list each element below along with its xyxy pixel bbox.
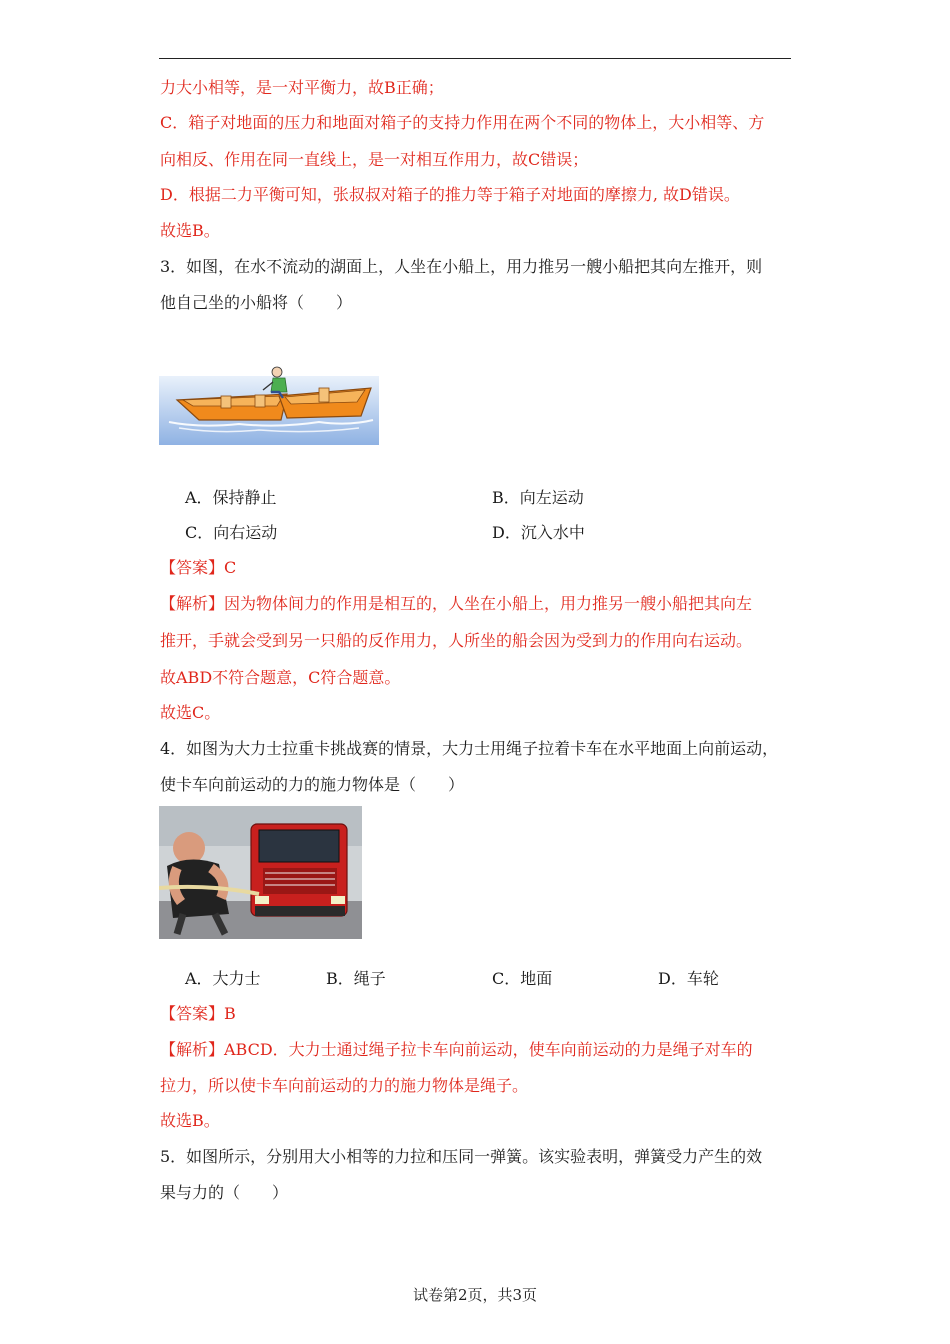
q2-option-b-explanation: 力大小相等，是一对平衡力，故B正确； [160, 78, 444, 97]
q4-option-a: A．大力士 [185, 969, 261, 988]
q3-stem-line2: 他自己坐的小船将（ ） [160, 293, 353, 312]
q4-analysis-line2: 拉力，所以使卡车向前运动的力的施力物体是绳子。 [160, 1076, 529, 1095]
q4-stem-line1: 4．如图为大力士拉重卡挑战赛的情景，大力士用绳子拉着卡车在水平地面上向前运动， [160, 739, 779, 758]
q3-analysis-line3: 故ABD不符合题意，C符合题意。 [160, 668, 401, 687]
q4-option-b: B．绳子 [326, 969, 386, 988]
q4-analysis-line1: 【解析】ABCD．大力士通过绳子拉卡车向前运动，使车向前运动的力是绳子对车的 [160, 1040, 753, 1059]
q4-stem-line2: 使卡车向前运动的力的施力物体是（ ） [160, 775, 465, 794]
q3-conclusion: 故选C。 [160, 703, 221, 722]
q3-analysis-line2: 推开，手就会受到另一只船的反作用力，人所坐的船会因为受到力的作用向右运动。 [160, 631, 753, 650]
q3-option-d: D．沉入水中 [492, 523, 585, 542]
truck-pull-illustration [159, 806, 362, 939]
q5-stem-line2: 果与力的（ ） [160, 1183, 289, 1202]
page-footer: 试卷第2页，共3页 [412, 1286, 538, 1304]
q3-analysis-line1: 【解析】因为物体间力的作用是相互的，人坐在小船上，用力推另一艘小船把其向左 [160, 594, 753, 613]
q2-conclusion: 故选B。 [160, 221, 220, 240]
q3-option-b: B．向左运动 [492, 488, 584, 507]
q4-conclusion: 故选B。 [160, 1111, 220, 1130]
boat-figure [159, 362, 379, 445]
q2-option-c-explanation-line2: 向相反、作用在同一直线上，是一对相互作用力，故C错误； [160, 150, 589, 169]
q4-answer: 【答案】B [160, 1004, 236, 1023]
q2-option-d-explanation: D．根据二力平衡可知，张叔叔对箱子的推力等于箱子对地面的摩擦力, 故D错误。 [160, 185, 740, 204]
boat-illustration [159, 362, 379, 445]
q5-stem-line1: 5．如图所示，分别用大小相等的力拉和压同一弹簧。该实验表明，弹簧受力产生的效 [160, 1147, 763, 1166]
q3-stem-line1: 3．如图，在水不流动的湖面上，人坐在小船上，用力推另一艘小船把其向左推开，则 [160, 257, 763, 276]
q2-option-c-explanation-line1: C．箱子对地面的压力和地面对箱子的支持力作用在两个不同的物体上，大小相等、方 [160, 113, 765, 132]
truck-pull-photo [159, 806, 362, 939]
q3-option-a: A．保持静止 [185, 488, 277, 507]
q4-option-d: D．车轮 [658, 969, 719, 988]
q4-option-c: C．地面 [492, 969, 553, 988]
header-rule [159, 58, 791, 59]
q3-answer: 【答案】C [160, 558, 237, 577]
q3-option-c: C．向右运动 [185, 523, 278, 542]
